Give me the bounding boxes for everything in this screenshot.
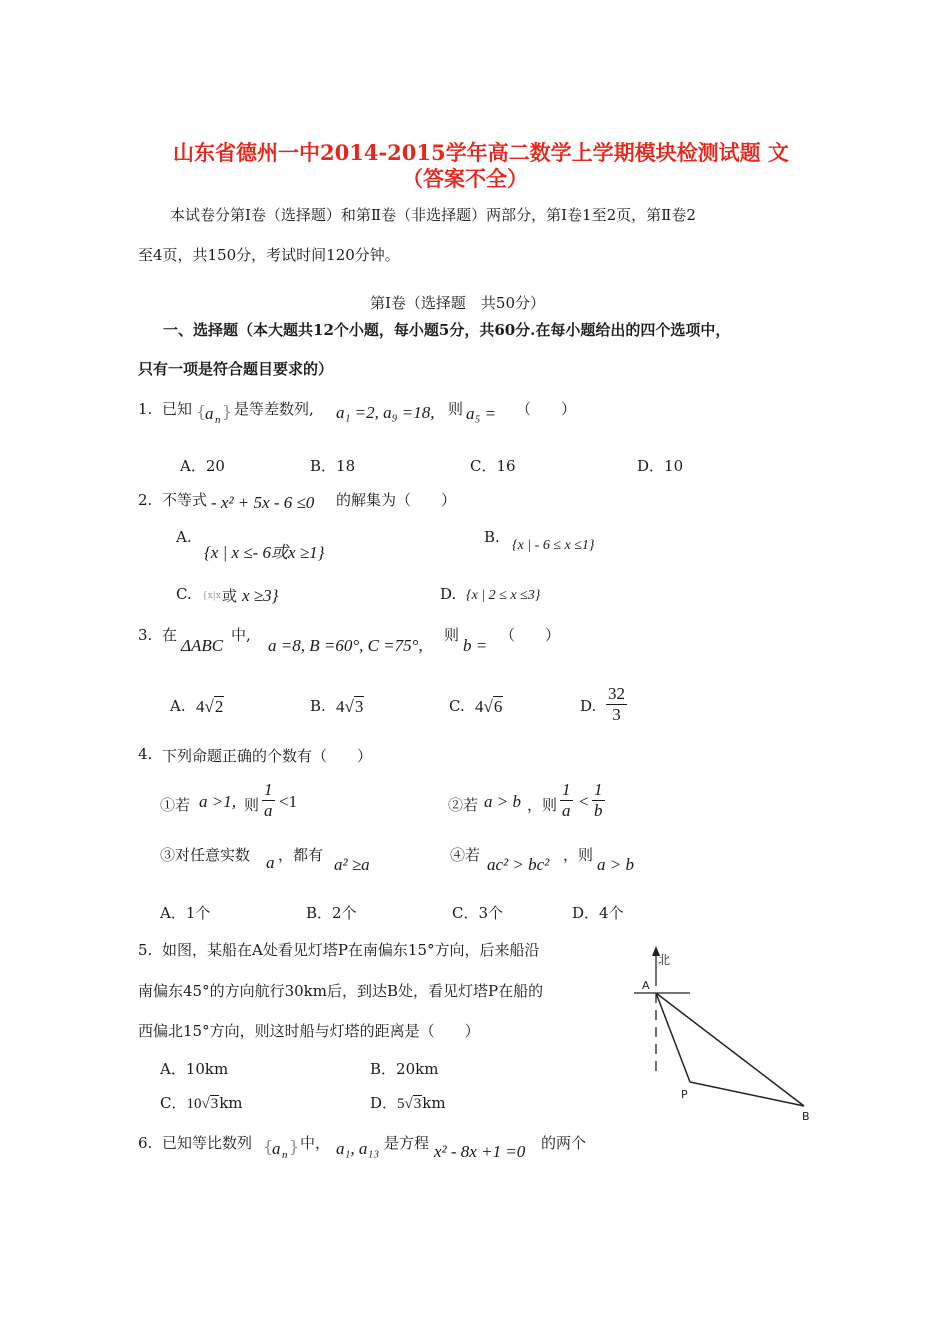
q5-option-d: D．5√3km (370, 1094, 446, 1112)
section-heading: 一、选择题（本大题共12个小题，每小题5分，共60分.在每小题给出的四个选项中， (163, 321, 731, 339)
q4-p4-conclusion: a > b (597, 855, 634, 874)
q3-text-a: 在 (162, 626, 178, 644)
intro-line-2: 至4页，共150分，考试时间120分钟。 (138, 246, 400, 264)
q1-option-a: A．20 (180, 457, 225, 475)
q3-label-c: C. (449, 697, 465, 715)
q3-label-d: D. (580, 697, 597, 715)
q2-label-a: A. (176, 528, 192, 546)
q6-text-b: 中， (300, 1134, 331, 1152)
q6-roots: a₁, a₁₃ (336, 1139, 380, 1158)
q6-seq-sub: n (282, 1149, 288, 1161)
q4-p1-then: 则 (244, 796, 260, 814)
q3-text-b: 中, (231, 626, 251, 644)
q1-option-d: D．10 (637, 457, 684, 475)
q4-p2-prefix: ②若 (448, 796, 479, 814)
q2-option-c-faded: {x|x (202, 591, 221, 601)
q1-seq-brace-right: } (222, 402, 233, 421)
q3-number: 3. (138, 626, 153, 644)
q4-option-b: B．2个 (306, 904, 357, 922)
q4-p2-fraction-2: $\frac{1}{b}$ (594, 780, 603, 820)
q2-label-d: D. (440, 585, 457, 603)
q3-triangle: ΔABC (181, 636, 224, 655)
q2-option-a: {x | x ≤- 6或x ≥1} (204, 543, 325, 562)
q5-line-2: 南偏东45°的方向航行30km后，到达B处，看见灯塔P在船的 (138, 982, 544, 1000)
q4-p3-prefix: ③对任意实数 (160, 846, 251, 864)
q4-p4-expr: ac² > bc² (487, 855, 550, 874)
q1-seq: a (205, 404, 214, 423)
q3-option-a: 4√2 (196, 697, 224, 716)
q5-line-1: 如图，某船在A处看见灯塔P在南偏东15°方向，后来船沿 (162, 941, 540, 959)
q5-figure (628, 944, 828, 1129)
q2-label-c: C. (176, 585, 192, 603)
q1-seq-sub: n (215, 414, 221, 426)
q4-p2-fraction-1: $\frac{1}{a}$ (562, 780, 571, 820)
q2-option-c: x ≥3} (242, 586, 279, 605)
q2-text-a: 不等式 (162, 491, 208, 509)
point-B-label: B (802, 1110, 810, 1123)
q6-number: 6. (138, 1134, 153, 1152)
q2-option-b: {x | - 6 ≤ x ≤1} (512, 538, 595, 553)
q4-p2-then: ，则 (527, 796, 558, 814)
q5-number: 5. (138, 941, 153, 959)
q6-seq: a (272, 1139, 281, 1158)
q1-paren: （ ） (516, 400, 577, 418)
intro-line-1: 本试卷分第Ⅰ卷（选择题）和第Ⅱ卷（非选择题）两部分，第Ⅰ卷1至2页，第Ⅱ卷2 (170, 206, 696, 224)
q1-option-b: B．18 (310, 457, 356, 475)
north-label: 北 (658, 953, 671, 967)
q5-option-a: A．10km (160, 1060, 229, 1078)
q1-text-a: 已知 (162, 400, 193, 418)
q3-option-b: 4√3 (336, 697, 364, 716)
q3-option-c: 4√6 (475, 697, 503, 716)
q1-ask: a₅ = (466, 404, 497, 423)
q2-number: 2. (138, 491, 153, 509)
q4-p1-prefix: ①若 (160, 796, 191, 814)
q6-text-a: 已知等比数列 (162, 1134, 253, 1152)
q2-option-c-or: 或 (222, 587, 238, 605)
q4-p3-expr: a² ≥a (334, 855, 370, 874)
q4-p3-var: a (266, 853, 275, 872)
q6-text-c: 是方程 (384, 1134, 430, 1152)
q4-text: 下列命题正确的个数有（ ） (162, 747, 373, 765)
q3-label-a: A. (170, 697, 186, 715)
q4-p2-relation: < (579, 792, 589, 811)
segment-PB (690, 1082, 804, 1106)
q6-equation: x² - 8x +1 =0 (434, 1142, 526, 1161)
q1-condition: a₁ =2, a₉ =18, (336, 403, 435, 422)
q4-option-a: A．1个 (160, 904, 211, 922)
q5-line-3: 西偏北15°方向，则这时船与灯塔的距离是（ ） (138, 1022, 480, 1040)
q4-option-d: D．4个 (572, 904, 624, 922)
q4-number: 4. (138, 745, 153, 763)
q2-text-b: 的解集为（ ） (336, 491, 457, 509)
section-heading-cont: 只有一项是符合题目要求的） (138, 360, 334, 378)
q4-p2-condition: a > b (484, 792, 521, 811)
q4-p1-relation: <1 (279, 792, 298, 811)
q2-option-d: {x | 2 ≤ x ≤3} (466, 588, 541, 603)
q3-option-d: $\frac{32}{3}$ (608, 684, 625, 724)
q5-option-c: C．10√3km (160, 1094, 243, 1112)
q4-p1-condition: a >1, (199, 792, 236, 811)
part1-heading: 第Ⅰ卷（选择题 共50分） (370, 294, 546, 312)
q4-p3-mid: ，都有 (278, 846, 324, 864)
q4-p1-fraction: $\frac{1}{a}$ (264, 780, 273, 820)
q3-then: 则 (444, 626, 460, 644)
q4-p4-then: ，则 (563, 846, 594, 864)
q1-number: 1. (138, 400, 153, 418)
q1-seq-brace-left: { (196, 402, 207, 421)
q6-seq-brace-right: } (289, 1137, 300, 1156)
point-A-label: A (642, 979, 650, 992)
q1-text-b: 是等差数列, (234, 400, 314, 418)
q1-then: 则 (448, 400, 464, 418)
q6-text-d: 的两个 (541, 1134, 587, 1152)
q6-seq-brace-left: { (263, 1137, 274, 1156)
q3-condition: a =8, B =60°, C =75°, (268, 636, 423, 655)
page-subtitle: （答案不全） (402, 166, 528, 191)
q4-option-c: C．3个 (452, 904, 504, 922)
q3-label-b: B. (310, 697, 326, 715)
q5-option-b: B．20km (370, 1060, 439, 1078)
page-title: 山东省德州一中2014-2015学年高二数学上学期模块检测试题 文 (173, 140, 789, 165)
q3-ask: b = (463, 636, 488, 655)
q4-p4-prefix: ④若 (450, 846, 481, 864)
point-P-label: P (681, 1088, 688, 1101)
q2-label-b: B. (484, 528, 500, 546)
q2-inequality: - x² + 5x - 6 ≤0 (211, 493, 315, 512)
q1-option-c: C．16 (470, 457, 516, 475)
q3-paren: （ ） (500, 626, 561, 644)
